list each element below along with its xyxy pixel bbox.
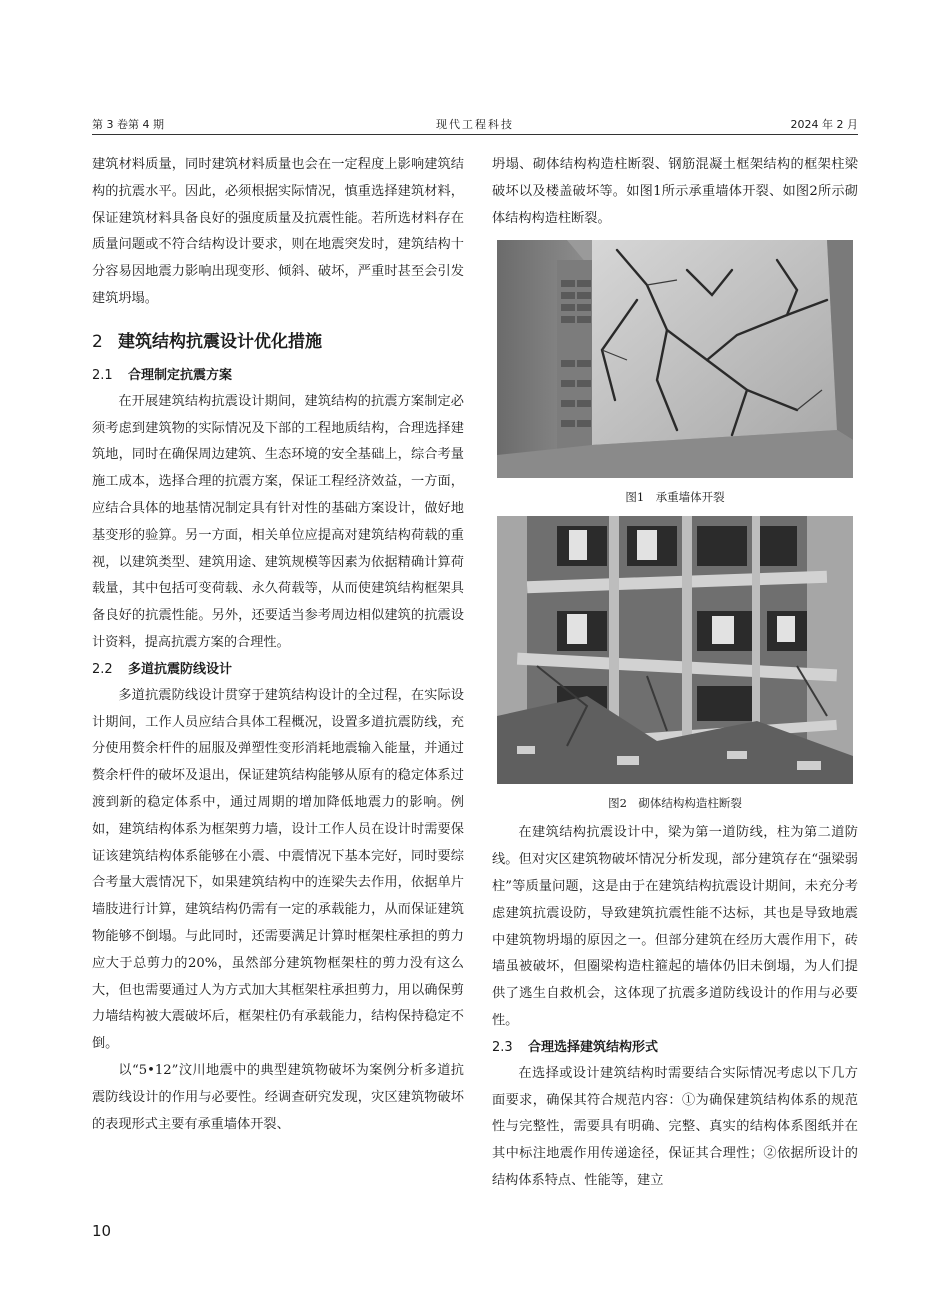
figure-1 <box>492 240 858 508</box>
section-2-2-title: 多道抗震防线设计 <box>128 661 233 677</box>
section-2-1-title: 合理制定抗震方案 <box>128 367 233 383</box>
section-2-3-heading <box>492 1035 858 1061</box>
figure-1-photo-cracked-wall <box>497 240 853 478</box>
paragraph-defense-lines: 在建筑结构抗震设计中，梁为第一道防线，柱为第二道防线。但对灾区建筑物破坏情况分析发现，部分建筑存在“强梁弱柱”等质量问题，这是由于在建筑结构抗震设计期间，未充分考虑建筑抗震设防，导致建筑抗震性能不达标，其也是导致地震中建筑物坍塌的原因之一。但部分建筑在经历大震作用下，砖墙虽被破坏，但圈梁构造柱箍起的墙体仍旧未倒塌，为人们提供了逃生自救机会，这体现了抗震多道防线设计的作用与必要性。 <box>492 825 858 1028</box>
section-2-title: 建筑结构抗震设计优化措施 <box>118 331 322 352</box>
running-header <box>92 116 858 136</box>
publication-date: 2024 年 2 月 <box>790 118 858 131</box>
section-2-1-number: 2.1 <box>92 367 113 383</box>
section-2-heading <box>92 327 464 357</box>
paragraph-2-2: 多道抗震防线设计贯穿于建筑结构设计的全过程，在实际设计期间，工作人员应结合具体工程概况，设置多道抗震防线，充分使用赘余杆件的屈服及弹塑性变形消耗地震输入能量，并通过赘余杆件的破坏及退出，保证建筑结构能够从原有的稳定体系过渡到新的稳定体系中，通过周期的增加降低地震力的影响。例如，建筑结构体系为框架剪力墙，设计工作人员在设计时需要保证该建筑结构体系能够在小震、中震情况下基本完好，同时要综合考量大震情况下，如果建筑结构中的连梁失去作用，依据单片墙肢进行计算，建筑结构仍需有一定的承载能力，从而保证建筑物能够不倒塌。与此同时，还需要满足计算时框架柱承担的剪力应大于总剪力的20%，虽然部分建筑物框架柱的剪力没有这么大，但也需要通过人为方式加大其框架柱承担剪力，用以确保剪力墙结构被大震破坏后，框架柱仍有承载能力，结构保持稳定不倒。 <box>92 687 464 1052</box>
figure-1-caption: 图1 承重墙体开裂 <box>625 490 725 505</box>
section-2-2-number: 2.2 <box>92 661 113 677</box>
section-2-3-title: 合理选择建筑结构形式 <box>528 1039 659 1055</box>
paragraph-case-study: 以“5•12”汶川地震中的典型建筑物破坏为案例分析多道抗震防线设计的作用与必要性。经调查研究发现，灾区建筑物破坏的表现形式主要有承重墙体开裂、 <box>92 1062 464 1132</box>
section-2-2-heading <box>92 657 464 683</box>
paragraph-2-1: 在开展建筑结构抗震设计期间，建筑结构的抗震方案制定必须考虑到建筑物的实际情况及下部的工程地质结构，合理选择建筑地，同时在确保周边建筑、生态环境的安全基础上，综合考量施工成本，选择合理的抗震方案，保证工程经济效益，一方面，应结合具体的地基情况制定具有针对性的基础方案设计，做好地基变形的验算。另一方面，相关单位应提高对建筑结构荷载的重视，以建筑类型、建筑用途、建筑规模等因素为依据精确计算荷载量，其中包括可变荷载、永久荷载等，从而使建筑结构框架具备良好的抗震性能。另外，还要适当参考周边相似建筑的抗震设计资料，提高抗震方案的合理性。 <box>92 393 464 650</box>
journal-title: 现代工程科技 <box>436 118 514 131</box>
figure-2-caption: 图2 砌体结构构造柱断裂 <box>608 796 742 811</box>
right-column <box>492 152 858 1195</box>
page-number: 10 <box>92 1222 112 1240</box>
paragraph-2-3: 在选择或设计建筑结构时需要结合实际情况考虑以下几方面要求，确保其符合规范内容：①为确保建筑结构体系的规范性与完整性，需要具有明确、完整、真实的结构体系图纸并在其中标注地震作用传递途径，保证其合理性；②依据所设计的结构体系特点、性能等，建立 <box>492 1065 858 1188</box>
journal-volume-issue: 第 3 卷第 4 期 <box>92 118 164 131</box>
left-column <box>92 152 464 1138</box>
section-2-number: 2 <box>92 331 103 352</box>
figure-2 <box>492 516 858 814</box>
section-2-3-number: 2.3 <box>492 1039 513 1055</box>
figure-2-photo-collapsed-building <box>497 516 853 784</box>
paragraph-intro-continued: 建筑材料质量，同时建筑材料质量也会在一定程度上影响建筑结构的抗震水平。因此，必须根据实际情况，慎重选择建筑材料，保证建筑材料具备良好的强度质量及抗震性能。若所选材料存在质量问题或不符合结构设计要求，则在地震突发时，建筑结构十分容易因地震力影响出现变形、倾斜、破坏，严重时甚至会引发建筑坍塌。 <box>92 157 464 306</box>
header-divider <box>92 134 858 135</box>
section-2-1-heading <box>92 363 464 389</box>
paragraph-case-continued: 坍塌、砌体结构构造柱断裂、钢筋混凝土框架结构的框架柱梁破坏以及楼盖破坏等。如图1所示承重墙体开裂、如图2所示砌体结构构造柱断裂。 <box>492 157 858 226</box>
